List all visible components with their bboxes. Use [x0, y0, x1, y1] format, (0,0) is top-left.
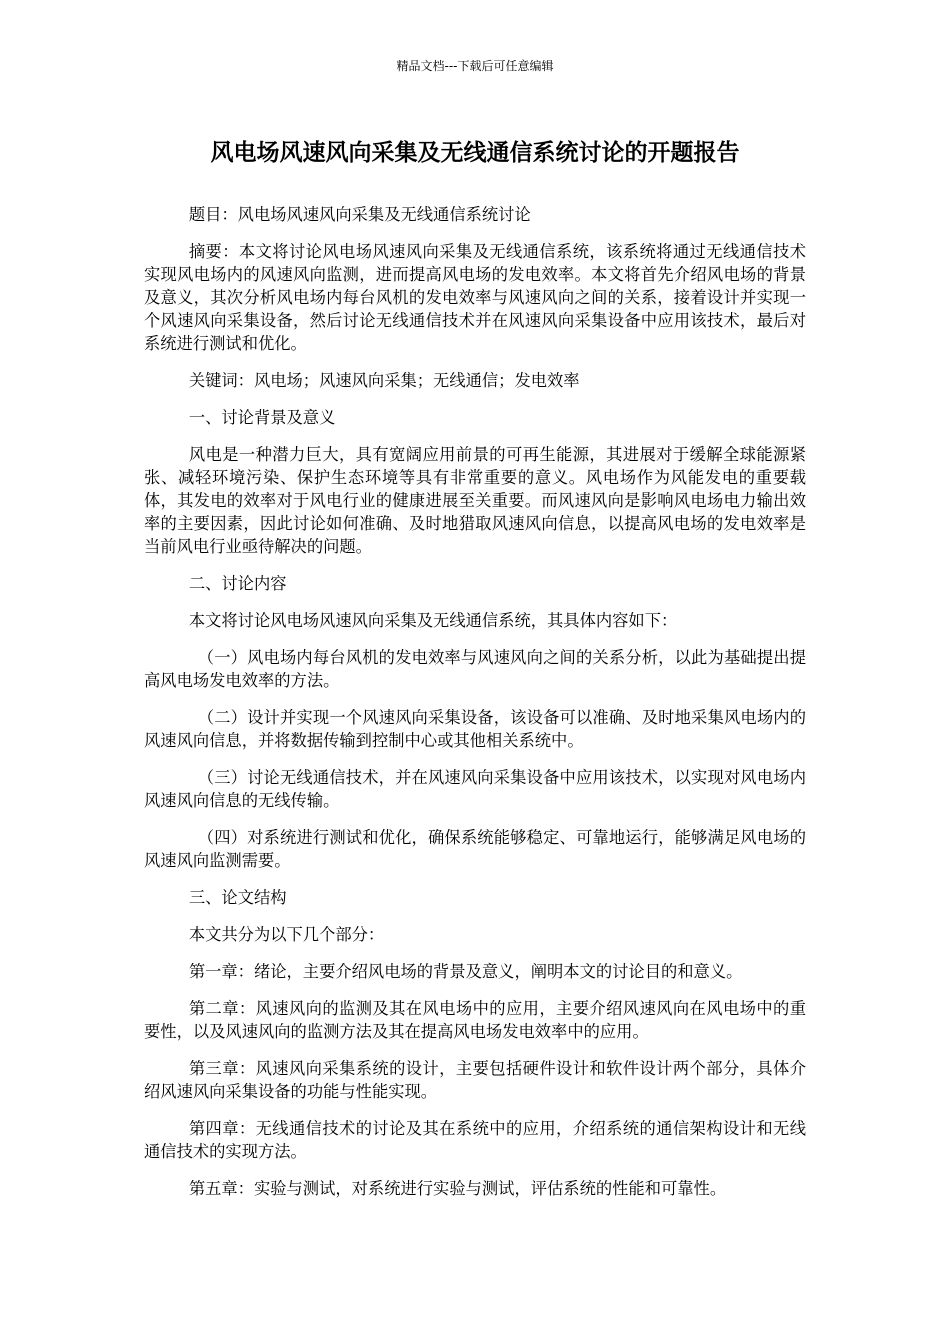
- content-item-2: （二）设计并实现一个风速风向采集设备，该设备可以准确、及时地采集风电场内的风速风向信息，并将数据传输到控制中心或其他相关系统中。: [144, 708, 806, 750]
- background-paragraph: 风电是一种潜力巨大，具有宽阔应用前景的可再生能源，其进展对于缓解全球能源紧张、减轻环境污染、保护生态环境等具有非常重要的意义。风电场作为风能发电的重要载体，其发电的效率对于风电行业的健康进展至关重要。而风速风向是影响风电场电力输出效率的主要因素，因此讨论如何准确、及时地猎取风速风向信息，以提高风电场的发电效率是当前风电行业亟待解决的问题。: [144, 445, 806, 556]
- abstract-paragraph: 摘要：本文将讨论风电场风速风向采集及无线通信系统，该系统将通过无线通信技术实现风电场内的风速风向监测，进而提高风电场的发电效率。本文将首先介绍风电场的背景及意义，其次分析风电场内每台风机的发电效率与风速风向之间的关系，接着设计并实现一个风速风向采集设备，然后讨论无线通信技术并在风速风向采集设备中应用该技术，最后对系统进行测试和优化。: [144, 242, 806, 353]
- section-heading-background: 一、讨论背景及意义: [188, 408, 336, 427]
- document-body: [144, 203, 806, 1214]
- section-heading-content: 二、讨论内容: [188, 574, 287, 593]
- content-item-4: （四）对系统进行测试和优化，确保系统能够稳定、可靠地运行，能够满足风电场的风速风向监测需要。: [144, 828, 806, 870]
- content-intro-paragraph: 本文将讨论风电场风速风向采集及无线通信系统，其具体内容如下：: [188, 611, 678, 630]
- chapter-5-paragraph: 第五章：实验与测试，对系统进行实验与测试，评估系统的性能和可靠性。: [188, 1179, 727, 1198]
- header-note: 精品文档---下载后可任意编辑: [396, 59, 554, 73]
- subject-line: 题目：风电场风速风向采集及无线通信系统讨论: [188, 205, 531, 224]
- section-heading-structure: 三、论文结构: [188, 888, 287, 907]
- chapter-4-paragraph: 第四章：无线通信技术的讨论及其在系统中的应用，介绍系统的通信架构设计和无线通信技术的实现方法。: [144, 1119, 806, 1161]
- chapter-2-paragraph: 第二章：风速风向的监测及其在风电场中的应用，主要介绍风速风向在风电场中的重要性，以及风速风向的监测方法及其在提高风电场发电效率中的应用。: [144, 999, 806, 1041]
- chapter-1-paragraph: 第一章：绪论，主要介绍风电场的背景及意义，阐明本文的讨论目的和意义。: [188, 962, 743, 981]
- keywords-line: 关键词：风电场；风速风向采集；无线通信；发电效率: [188, 371, 580, 390]
- content-item-3: （三）讨论无线通信技术，并在风速风向采集设备中应用该技术，以实现对风电场内风速风向信息的无线传输。: [144, 768, 806, 810]
- structure-intro-paragraph: 本文共分为以下几个部分：: [188, 925, 385, 944]
- content-item-1: （一）风电场内每台风机的发电效率与风速风向之间的关系分析，以此为基础提出提高风电场发电效率的方法。: [144, 648, 806, 690]
- chapter-3-paragraph: 第三章：风速风向采集系统的设计，主要包括硬件设计和软件设计两个部分，具体介绍风速风向采集设备的功能与性能实现。: [144, 1059, 806, 1101]
- document-title: 风电场风速风向采集及无线通信系统讨论的开题报告: [210, 140, 740, 166]
